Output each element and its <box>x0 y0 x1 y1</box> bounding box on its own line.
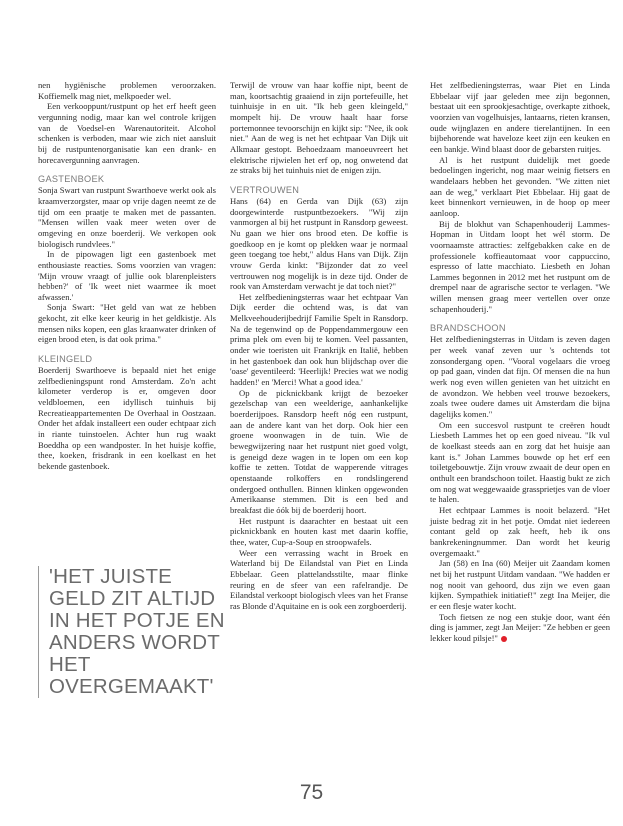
pull-quote <box>38 566 234 698</box>
section-heading-brandschoon: BRANDSCHOON <box>430 323 506 334</box>
article-column-2 <box>230 80 408 612</box>
section-heading-gastenboek: GASTENBOEK <box>38 174 105 185</box>
paragraph: Het rustpunt is daarachter en bestaat uit een picknickbank en houten kast met daarin koffie, thee, water, Cup-a-Soup en stroopwafels. <box>230 515 408 547</box>
paragraph: Het echtpaar Lammes is nooit belazerd. "Het juiste bedrag zit in het potje. Omdat niet iedereen contant geld op zak heeft, heb ik ons bankrekeningnummer. Dan wordt het keurig overgemaakt." <box>430 504 610 558</box>
paragraph-final-text: Toch fietsen ze nog een stukje door, want één ding is jammer, zegt Jan Meijer: "Ze hebben er geen lekker koud pilsje!" <box>430 611 610 643</box>
paragraph: Sonja Swart: "Het geld van wat ze hebben gekocht, zit elke keer keurig in het geldkistje. Als mensen niks kopen, een glas kraanwater drinken of eigen brood eten, is dat ook prima." <box>38 302 216 345</box>
pull-quote-text: 'HET JUISTE GELD ZIT ALTIJD IN HET POTJE EN ANDERS WORDT HET OVERGEMAAKT' <box>49 565 225 698</box>
paragraph: Sonja Swart van rustpunt Swarthoeve werkt ook als kraamverzorgster, maar op vrije dagen neemt ze de tijd om een praatje te maken met de passanten. "Mensen willen vaak meer weten over de omgeving en onze boerderij. We verkopen ook biologisch rundvlees." <box>38 185 216 249</box>
paragraph: Het zelfbedieningsterras, waar Piet en Linda Ebbelaar vijf jaar geleden mee zijn begonnen, bestaat uit een sprookjesachtige, overkapte zithoek, voorzien van vogelhuisjes, lantaarns, rieten kransen, oude wijnglazen en andere tierelantijnen. In een bijbehorende wat havelozе keet zijn een keuken en een bankje. Wind blaast door de gebarsten ruitjes. <box>430 80 610 154</box>
section-heading-kleingeld: KLEINGELD <box>38 354 93 365</box>
article-column-1 <box>38 80 216 472</box>
paragraph: Jan (58) en Ina (60) Meijer uit Zaandam komen net bij het rustpunt Uitdam vandaan. "We hadden er nog nooit van gehoord, dus zijn we even gaan kijken. Sympathiek initiatief!" zegt Ina Meijer, die er een flesje water kocht. <box>430 558 610 611</box>
paragraph-final <box>430 612 610 644</box>
paragraph: Bij de blokhut van Schapenhouderij Lammes-Hopman in Uitdam loopt het wél storm. De voornaamste attracties: zelfgebakken cake en de professionele koffieautomaat voor cappuccino, espresso of latte macchiato. Liesbeth en Johan Lammes begonnen in 2012 met het rustpunt om de drempel naar de agrarische sector te verlagen. "We willen mensen graag meer vertellen over onze schapenhouderij." <box>430 218 610 314</box>
page-number: 75 <box>299 781 324 804</box>
article-column-3 <box>430 80 610 643</box>
paragraph: Al is het rustpunt duidelijk met goede bedoelingen ingericht, nog maar weinig fietsers en wandelaars hebben het gevonden. "We zitten niet aan de weg," verklaart Piet Ebbelaar. Hij gaat de keet binnenkort vernieuwen, in de hoop op meer aanloop. <box>430 154 610 218</box>
paragraph: Een verkooppunt/rustpunt op het erf heeft geen vergunning nodig, maar kan wel controle krijgen van de Voedsel-en Warenautoriteit. Alcohol schenken is verboden, maar wie zich niet aansluit bij de rustpuntenorganisatie kan een drank- en horecavergunning aanvragen. <box>38 101 216 165</box>
paragraph: Weer een verrassing wacht in Broek en Waterland bij De Eilandstal van Piet en Linda Ebbelaar. Geen plattelandsstilte, maar flinke reuring en de sfeer van een rafelrandje. De Eilandstal verkoopt biologisch vlees van het Franse ras Blonde d'Aquitaine en is ook een zorgboerderij. <box>230 547 408 611</box>
paragraph: Boerderij Swarthoeve is bepaald niet het enige zelfbedieningspunt rond Amsterdam. Zo'n acht kilometer verderop is er, omgeven door veldbloemen, een idyllisch tuinhuis bij Recreatieappartementen De Overhaal in Oostzaan. Onder het afdak installeert een ouder echtpaar zich in riante tuinstoelen. Achter hun rug waakt Boeddha op een wandposter. In het huisje koffie, thee, koeken, frisdrank in een koelkast en het bekende gastenboek. <box>38 365 216 471</box>
section-heading-vertrouwen: VERTROUWEN <box>230 184 300 195</box>
paragraph: Het zelfbedieningsterras waar het echtpaar Van Dijk eerder die ochtend was, is dat van Melkveehouderijbedrijf Familie Spelt in Ransdorp. Na de tegenwind op de Poppendammergouw een prima plek om even bij te komen. Veel passanten, onder wie toeristen uit Frankrijk en Italië, hebben in het gastenboek dan ook hun blijdschap over die 'oase' geventileerd: 'Heerlijk! Precies wat we nodig hadden!' en 'Merci! What a good idea.' <box>230 291 408 388</box>
paragraph: Terwijl de vrouw van haar koffie nipt, beent de man, koortsachtig graaiend in zijn portefeuille, het tuinhuisje in en uit. "Ik heb geen kleingeld," mompelt hij. De vrouw haalt haar forse portemonnee tevoorschijn en kijkt sip: "Nee, ik ook niet." Aan de weg is net het echtpaar Van Dijk uit Alkmaar gestopt. Behoedzaam manoeuvreert het elektrische rijwielen het erf op, nog onwetend dat ze straks bij het tuinhuis niet de enigen zijn. <box>230 80 408 176</box>
paragraph: nen hygiënische problemen veroorzaken. Koffiemelk mag niet, melkpoeder wel. <box>38 80 216 101</box>
end-mark-dot-icon <box>501 636 507 642</box>
paragraph: Hans (64) en Gerda van Dijk (63) zijn doorgewinterde rustpuntbezoekers. "Wij zijn vanmorgen al bij het rustpunt in Ransdorp geweest. Nu gaan we hier ons brood eten. De koffie is goedkoop en je komt op plekken waar je normaal geen toegang toe hebt," aldus Hans van Dijk. Zijn vrouw Gerda kinkt: "Bijzonder dat zo veel vertrouwen nog mogelijk is in deze tijd. Onder de rook van Amsterdam verwacht je dat toch niet?" <box>230 195 408 292</box>
paragraph: Het zelfbedieningsterras in Uitdam is zeven dagen per week vanaf zeven uur 's ochtends tot zonsondergang open. "Vooral vogelaars die vroeg op pad gaan, vinden dat fijn. Of mensen die na hun werk nog even willen genieten van het uitzicht en de avondzon. We hebben veel trouwe bezoekers, zoals twee oudere dames uit Amsterdam die bijna dagelijks komen." <box>430 334 610 420</box>
paragraph: Op de picknickbank krijgt de bezoeker gezelschap van een weelderige, aanhankelijke boerderijpoes. Ransdorp heeft nóg een rustpunt, aan de andere kant van het dorp. Ook hier een groene woonwagen in de tuin. Wie de bewegwijzering naar het rustpunt niet goed volgt, is geneigd deze wagen in te lopen om een kop koffie te zetten. Totdat de wapperende vitrages openstaande rolkoffers en rondslingerend ondergoed onthullen. Binnen klinken opgewonden Amerikaanse stemmen. Dit is een bed and breakfast die óók bij de boerderij hoort. <box>230 387 408 515</box>
paragraph: In de pipowagen ligt een gastenboek met enthousiaste reacties. Soms voorzien van vragen: 'Mijn vrouw vraagt of jullie ook blarenpleisters hebben?' of 'Ik weet niet waarmee ik moet afwassen.' <box>38 249 216 302</box>
paragraph: Om een succesvol rustpunt te creëren houdt Liesbeth Lammes het op een goed niveau. "Ik vul de koelkast steeds aan en zorg dat het huisje aan kant is." Johan Lammes bouwde op het erf een toiletgebouwtje. Zijn vrouw zwaait de deur open en onthult een brandschoon toilet. Haastig bukt ze zich om nog wat weggewaaide grassprietjes van de vloer te halen. <box>430 419 610 505</box>
